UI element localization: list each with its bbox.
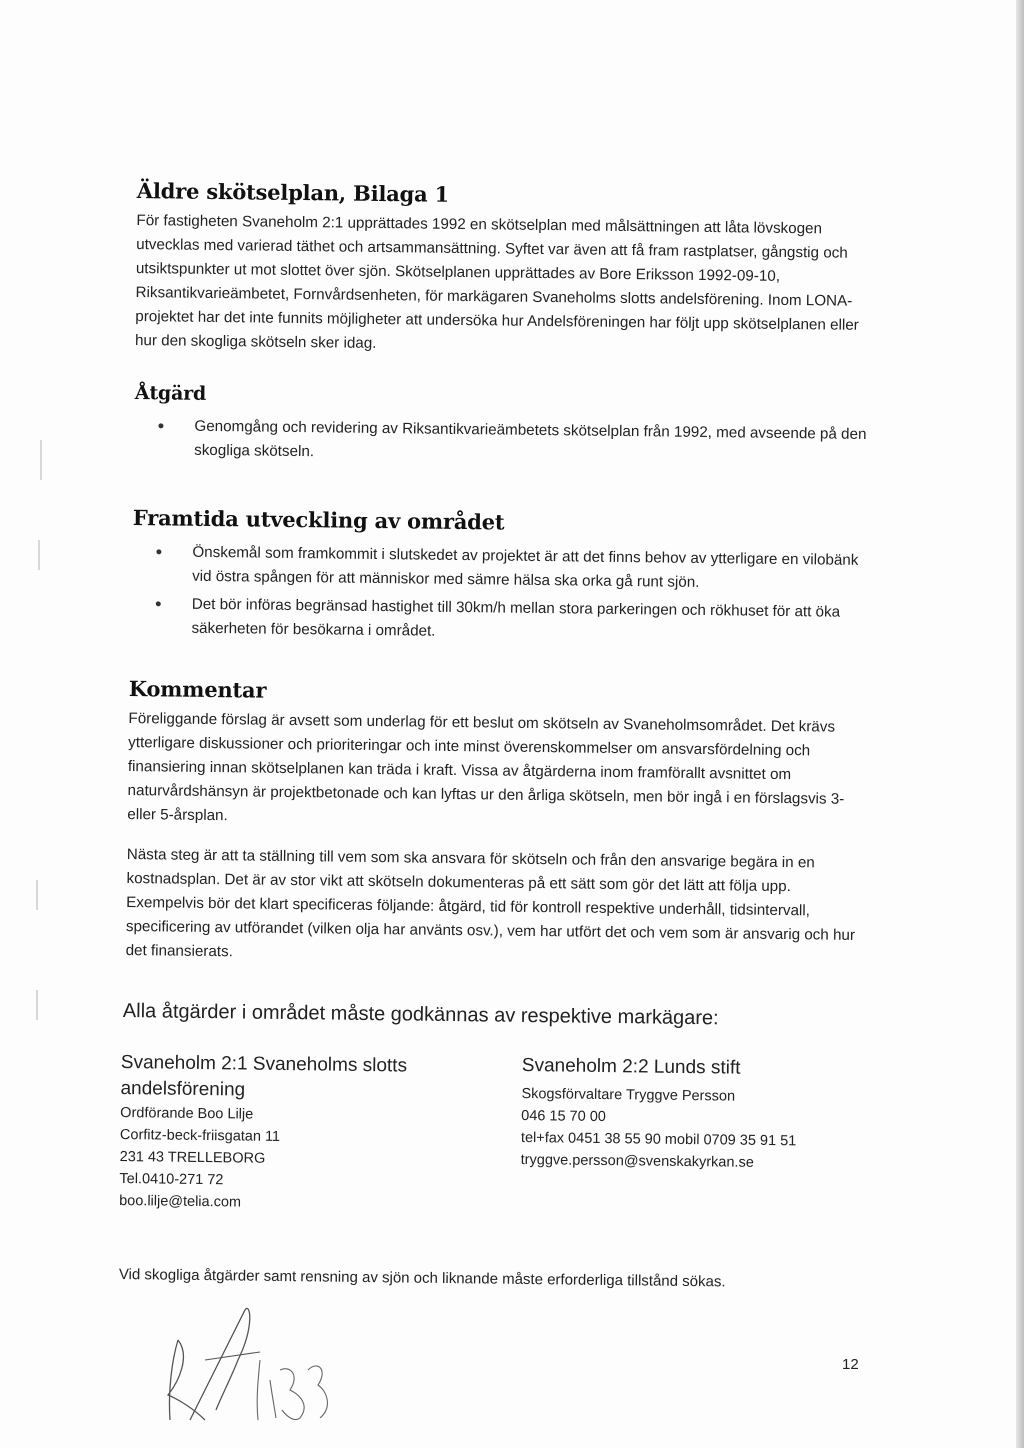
contact-line: Corfitz-beck-friisgatan 11 — [119, 1126, 281, 1145]
section-heading: Framtida utveckling av området — [132, 505, 505, 535]
contact-line: Ordförande Boo Lilje — [120, 1104, 254, 1123]
approval-line: Alla åtgärder i området måste godkännas av respektive markägare: — [122, 1000, 719, 1030]
contact-line: boo.lilje@telia.com — [119, 1192, 242, 1211]
bullet-list — [131, 540, 872, 649]
contact-title: Svaneholm 2:1 Svaneholms slotts andelsförening — [120, 1051, 408, 1101]
list-item: Genomgång och revidering av Riksantikvarieämbetets skötselplan från 1992, med avseende på den skogliga skötseln. — [134, 414, 875, 471]
section-aldre-skotselplan — [135, 178, 867, 362]
section-heading: Äldre skötselplan, Bilaga 1 — [136, 178, 450, 207]
contact-line: 231 43 TRELLEBORG — [119, 1148, 266, 1167]
contact-block-svaneholm-2-2 — [521, 1053, 882, 1175]
section-heading: Kommentar — [128, 676, 267, 703]
contact-line: 046 15 70 00 — [521, 1107, 606, 1126]
section-paragraph: Nästa steg är att ta ställning till vem som ska ansvara för skötseln och från den ansvarige begära in en kostnadsplan. Det är av stor vikt att skötseln dokumenteras på ett sätt som gör det lätt att följa upp. Exempelvis bör det klart specificeras följande: åtgärd, tid för kontroll respektive underhåll, tidsintervall, specificering av utförandet (vilken olja har använts osv.), vem har utfört det och vem som är ansvarig och hur det finansierats. — [125, 845, 856, 961]
bullet-list — [134, 414, 875, 471]
list-item: Önskemål som framkommit i slutskedet av projektet är att det finns behov av ytterligare en vilobänk vid östra spången för att människor med sämre hälsa ska orka gå runt sjön. — [132, 540, 873, 597]
contact-line: tryggve.persson@svenskakyrkan.se — [520, 1151, 754, 1171]
scan-mark — [36, 880, 38, 910]
permit-note: Vid skogliga åtgärder samt rensning av sjön och liknande måste erforderliga tillstånd sökas. — [118, 1265, 726, 1291]
section-atgard — [134, 382, 875, 475]
contact-line: Tel.0410-271 72 — [119, 1170, 224, 1189]
section-paragraph: För fastigheten Svaneholm 2:1 upprättades 1992 en skötselplan med målsättningen att låta lövskogen utvecklas med varierad täthet och artsammansättning. Syftet var även att få fram rastplatser, gångstig och utsiktspunkter ut mot slottet över sjön. Skötselplanen upprättades av Bore Eriksson 1992-09-10, Riksantikvarieämbetet, Fornvårdsenheten, för markägaren Svaneholms slotts andelsförening. Inom LONA-projektet har det inte funnits möjligheter att undersöka hur Andelsföreningen har följt upp skötselplanen eller hur den skogliga skötseln sker idag. — [134, 211, 859, 352]
section-kommentar — [125, 676, 858, 972]
contact-title: Svaneholm 2:2 Lunds stift — [521, 1054, 741, 1079]
contact-line: tel+fax 0451 38 55 90 mobil 0709 35 91 51 — [520, 1129, 797, 1150]
list-item: Det bör införas begränsad hastighet till 30km/h mellan stora parkeringen och rökhuset för att öka säkerheten för besökarna i området. — [131, 592, 872, 649]
contact-line: Skogsförvaltare Tryggve Persson — [521, 1085, 736, 1105]
scan-mark — [38, 540, 40, 570]
scan-mark — [36, 990, 38, 1020]
contact-block-svaneholm-2-1 — [119, 1050, 451, 1216]
scan-edge — [1016, 0, 1024, 1448]
scan-mark — [40, 440, 42, 480]
section-paragraph: Föreliggande förslag är avsett som underlag för ett beslut om skötseln av Svaneholmsområdet. Det krävs ytterligare diskussioner och prioriteringar och inte minst överenskommelser om ansvarsfördelning och finansiering innan skötselplanen kan träda i kraft. Vissa av åtgärderna inom framförallt avsnittet om naturvårdshänsyn är projektbetonade och kan lyftas ur den årliga skötseln, men bör ingå i en förslagsvis 3- eller 5-årsplan. — [127, 709, 845, 825]
handwritten-signature — [150, 1300, 350, 1430]
section-framtida-utveckling — [131, 505, 873, 653]
section-heading: Åtgärd — [134, 382, 207, 405]
page-number: 12 — [842, 1356, 859, 1373]
